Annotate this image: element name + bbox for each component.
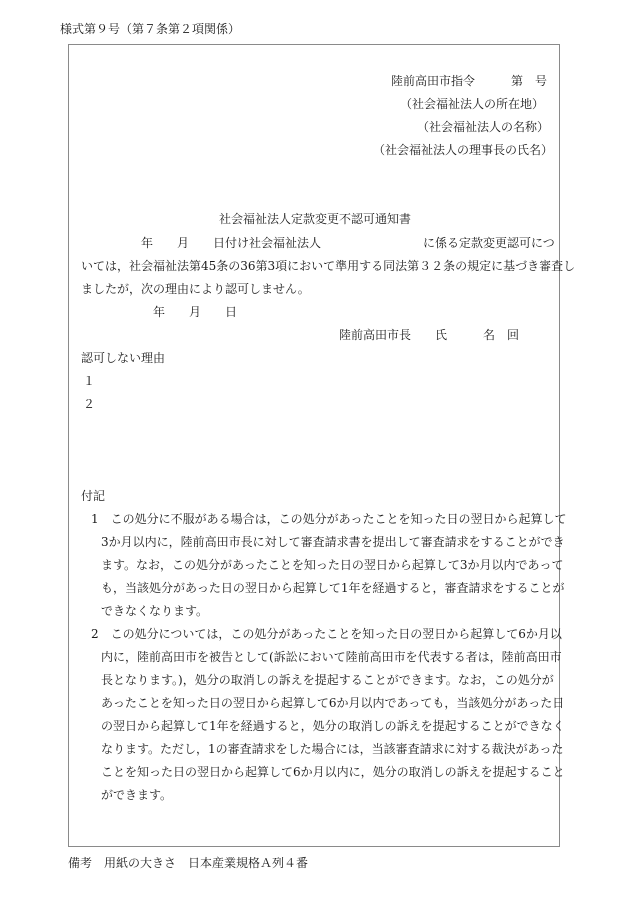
recipient-address: （社会福祉法人の所在地） <box>400 97 545 111</box>
note-2-line: 2 この処分については，この処分があったことを知った日の翌日から起算して6か月以 <box>91 627 562 641</box>
body-line-1a: 年 月 日付け社会福祉法人 <box>141 236 322 250</box>
mayor-signature: 陸前高田市長 氏 名 回 <box>339 328 520 342</box>
body-line-2: いては，社会福祉法第45条の36第3項において準用する同法第３２条の規定に基づき審査し <box>81 259 576 273</box>
note-1-line: できなくなります。 <box>101 604 209 618</box>
recipient-representative: （社会福祉法人の理事長の氏名） <box>373 143 554 157</box>
note-2-line: あったことを知った日の翌日から起算して6か月以内であっても，当該処分があった日 <box>101 696 565 710</box>
document-frame <box>68 44 576 847</box>
directive-number: 陸前高田市指令 第 号 <box>391 74 548 88</box>
note-1-line: 3か月以内に，陸前高田市長に対して審査請求書を提出して審査請求をすることができ <box>101 535 565 549</box>
date-line: 年 月 日 <box>153 305 238 319</box>
note-1-line: ます。なお，この処分があったことを知った日の翌日から起算して3か月以内であって <box>101 558 564 572</box>
body-line-3: ましたが，次の理由により認可しません。 <box>81 282 310 296</box>
reasons-heading: 認可しない理由 <box>81 351 166 365</box>
notes-heading: 付記 <box>81 489 106 503</box>
note-1-line: も，当該処分があった日の翌日から起算して1年を経過すると，審査請求をすることが <box>101 581 565 595</box>
document-title: 社会福祉法人定款変更不認可通知書 <box>219 212 412 226</box>
note-2-line: 長となります。)，処分の取消しの訴えを提起することができます。なお，この処分が <box>101 673 554 687</box>
note-2-line: ことを知った日の翌日から起算して6か月以内に，処分の取消しの訴えを提起すること <box>101 765 565 779</box>
note-2-line: 内に，陸前高田市を被告として(訴訟において陸前高田市を代表する者は，陸前高田市 <box>101 650 562 664</box>
note-2-line: なります。ただし，1の審査請求をした場合には，当該審査請求に対する裁決があった <box>101 742 564 756</box>
note-2-line: ができます。 <box>101 788 173 802</box>
note-2-line: の翌日から起算して1年を経過すると，処分の取消しの訴えを提起することができなく <box>101 719 565 733</box>
note-1-line: 1 この処分に不服がある場合は，この処分があったことを知った日の翌日から起算して <box>91 512 567 526</box>
footer-remark: 備考 用紙の大きさ 日本産業規格Ａ列４番 <box>68 856 309 870</box>
reason-item-2: ２ <box>83 397 96 411</box>
reason-item-1: １ <box>83 374 96 388</box>
body-line-1b: に係る定款変更認可につ <box>423 236 555 250</box>
form-number: 様式第９号（第７条第２項関係） <box>60 22 241 36</box>
recipient-name: （社会福祉法人の名称） <box>417 120 550 134</box>
